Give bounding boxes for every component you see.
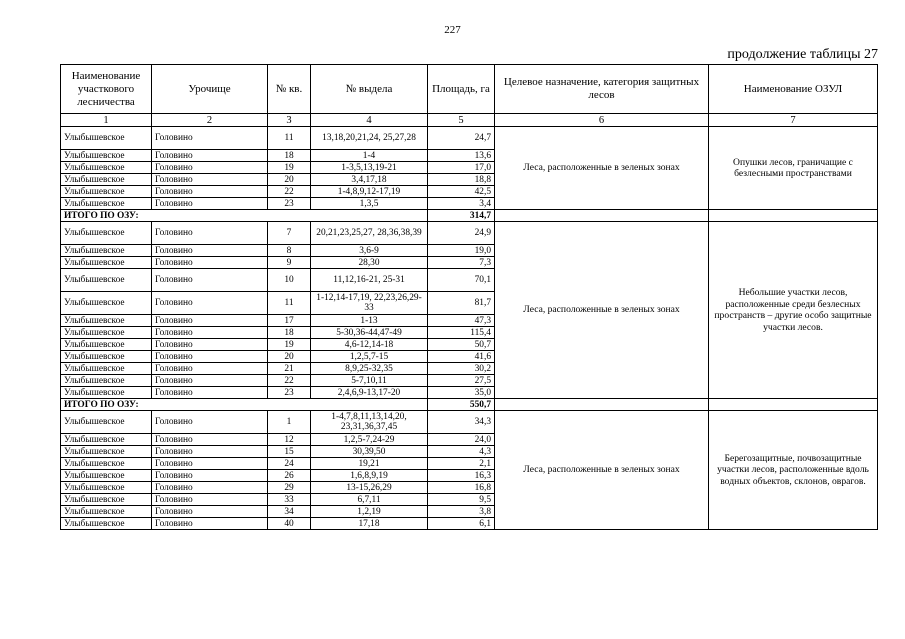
cell-tract: Головино xyxy=(152,434,268,446)
header-row xyxy=(61,65,878,114)
header-area: Площадь, га xyxy=(428,65,495,114)
cell-area: 47,3 xyxy=(428,315,495,327)
cell-area: 16,8 xyxy=(428,482,495,494)
cell-tract: Головино xyxy=(152,198,268,210)
cell-forestry: Улыбышевское xyxy=(61,506,152,518)
cell-allotment: 19,21 xyxy=(311,458,428,470)
cell-tract: Головино xyxy=(152,186,268,198)
header-forestry: Наименование участкового лесничества xyxy=(61,65,152,114)
total-label: ИТОГО ПО ОЗУ: xyxy=(61,210,428,222)
cell-area: 81,7 xyxy=(428,292,495,315)
cell-quarter: 23 xyxy=(268,198,311,210)
cell-quarter: 12 xyxy=(268,434,311,446)
cell-tract: Головино xyxy=(152,458,268,470)
cell-allotment: 11,12,16-21, 25-31 xyxy=(311,269,428,292)
cell-forestry: Улыбышевское xyxy=(61,375,152,387)
cell-allotment: 1,3,5 xyxy=(311,198,428,210)
cell-allotment: 1-3,5,13,19-21 xyxy=(311,162,428,174)
cell-allotment: 1-13 xyxy=(311,315,428,327)
cell-tract: Головино xyxy=(152,245,268,257)
cell-area: 34,3 xyxy=(428,411,495,434)
cell-area: 42,5 xyxy=(428,186,495,198)
cell-quarter: 18 xyxy=(268,327,311,339)
total-area: 550,7 xyxy=(428,399,495,411)
cell-tract: Головино xyxy=(152,494,268,506)
cell-tract: Головино xyxy=(152,375,268,387)
cell-quarter: 19 xyxy=(268,339,311,351)
cell-allotment: 28,30 xyxy=(311,257,428,269)
cell-forestry: Улыбышевское xyxy=(61,127,152,150)
cell-tract: Головино xyxy=(152,150,268,162)
cell-forestry: Улыбышевское xyxy=(61,387,152,399)
cell-allotment: 20,21,23,25,27, 28,36,38,39 xyxy=(311,222,428,245)
total-empty-cell xyxy=(709,210,878,222)
cell-allotment: 4,6-12,14-18 xyxy=(311,339,428,351)
cell-allotment: 1-4,8,9,12-17,19 xyxy=(311,186,428,198)
cell-tract: Головино xyxy=(152,315,268,327)
cell-allotment: 17,18 xyxy=(311,518,428,530)
cell-area: 7,3 xyxy=(428,257,495,269)
cell-tract: Головино xyxy=(152,327,268,339)
cell-area: 2,1 xyxy=(428,458,495,470)
cell-quarter: 24 xyxy=(268,458,311,470)
cell-forestry: Улыбышевское xyxy=(61,339,152,351)
cell-area: 50,7 xyxy=(428,339,495,351)
cell-quarter: 29 xyxy=(268,482,311,494)
cell-quarter: 40 xyxy=(268,518,311,530)
cell-tract: Головино xyxy=(152,162,268,174)
cell-quarter: 8 xyxy=(268,245,311,257)
table-row xyxy=(61,222,878,245)
cell-allotment: 8,9,25-32,35 xyxy=(311,363,428,375)
cell-tract: Головино xyxy=(152,411,268,434)
cell-allotment: 3,4,17,18 xyxy=(311,174,428,186)
cell-forestry: Улыбышевское xyxy=(61,351,152,363)
total-row xyxy=(61,399,878,411)
cell-quarter: 17 xyxy=(268,315,311,327)
cell-quarter: 22 xyxy=(268,186,311,198)
cell-tract: Головино xyxy=(152,127,268,150)
cell-quarter: 7 xyxy=(268,222,311,245)
cell-forestry: Улыбышевское xyxy=(61,470,152,482)
header-ozul: Наименование ОЗУЛ xyxy=(709,65,878,114)
cell-allotment: 1-4,7,8,11,13,14,20, 23,31,36,37,45 xyxy=(311,411,428,434)
cell-tract: Головино xyxy=(152,339,268,351)
table-continuation-caption: продолжение таблицы 27 xyxy=(727,47,878,62)
cell-quarter: 22 xyxy=(268,375,311,387)
cell-forestry: Улыбышевское xyxy=(61,458,152,470)
cell-tract: Головино xyxy=(152,518,268,530)
cell-quarter: 10 xyxy=(268,269,311,292)
cell-forestry: Улыбышевское xyxy=(61,411,152,434)
total-row xyxy=(61,210,878,222)
cell-allotment: 2,4,6,9-13,17-20 xyxy=(311,387,428,399)
cell-area: 18,8 xyxy=(428,174,495,186)
cell-quarter: 26 xyxy=(268,470,311,482)
cell-tract: Головино xyxy=(152,222,268,245)
header-purpose: Целевое назначение, категория защитных лесов xyxy=(495,65,709,114)
cell-allotment: 13,18,20,21,24, 25,27,28 xyxy=(311,127,428,150)
table-body xyxy=(61,127,878,530)
cell-tract: Головино xyxy=(152,387,268,399)
cell-forestry: Улыбышевское xyxy=(61,315,152,327)
cell-area: 6,1 xyxy=(428,518,495,530)
cell-tract: Головино xyxy=(152,446,268,458)
cell-purpose: Леса, расположенные в зеленых зонах xyxy=(495,222,709,399)
cell-forestry: Улыбышевское xyxy=(61,327,152,339)
cell-area: 19,0 xyxy=(428,245,495,257)
cell-allotment: 1-12,14-17,19, 22,23,26,29-33 xyxy=(311,292,428,315)
table-container xyxy=(60,64,877,530)
cell-forestry: Улыбышевское xyxy=(61,198,152,210)
cell-allotment: 1,2,5,7-15 xyxy=(311,351,428,363)
total-label: ИТОГО ПО ОЗУ: xyxy=(61,399,428,411)
cell-quarter: 23 xyxy=(268,387,311,399)
cell-quarter: 20 xyxy=(268,174,311,186)
cell-allotment: 3,6-9 xyxy=(311,245,428,257)
cell-area: 24,9 xyxy=(428,222,495,245)
cell-area: 30,2 xyxy=(428,363,495,375)
column-number: 7 xyxy=(709,114,878,127)
table-row xyxy=(61,127,878,150)
cell-forestry: Улыбышевское xyxy=(61,292,152,315)
cell-area: 24,0 xyxy=(428,434,495,446)
cell-allotment: 1,6,8,9,19 xyxy=(311,470,428,482)
cell-forestry: Улыбышевское xyxy=(61,162,152,174)
cell-forestry: Улыбышевское xyxy=(61,482,152,494)
column-number: 2 xyxy=(152,114,268,127)
cell-area: 70,1 xyxy=(428,269,495,292)
cell-quarter: 20 xyxy=(268,351,311,363)
total-empty-cell xyxy=(709,399,878,411)
cell-forestry: Улыбышевское xyxy=(61,363,152,375)
cell-tract: Головино xyxy=(152,174,268,186)
cell-allotment: 1,2,19 xyxy=(311,506,428,518)
cell-area: 4,3 xyxy=(428,446,495,458)
header-tract: Урочище xyxy=(152,65,268,114)
cell-quarter: 1 xyxy=(268,411,311,434)
page-number: 227 xyxy=(444,24,461,36)
cell-area: 3,4 xyxy=(428,198,495,210)
cell-purpose: Леса, расположенные в зеленых зонах xyxy=(495,411,709,530)
cell-forestry: Улыбышевское xyxy=(61,269,152,292)
cell-area: 27,5 xyxy=(428,375,495,387)
cell-ozul: Берегозащитные, почвозащитные участки лесов, расположенные вдоль водных объектов, склонов, оврагов. xyxy=(709,411,878,530)
cell-forestry: Улыбышевское xyxy=(61,174,152,186)
cell-tract: Головино xyxy=(152,363,268,375)
cell-quarter: 34 xyxy=(268,506,311,518)
cell-allotment: 1-4 xyxy=(311,150,428,162)
cell-forestry: Улыбышевское xyxy=(61,518,152,530)
cell-allotment: 13-15,26,29 xyxy=(311,482,428,494)
cell-allotment: 6,7,11 xyxy=(311,494,428,506)
cell-forestry: Улыбышевское xyxy=(61,186,152,198)
cell-tract: Головино xyxy=(152,470,268,482)
cell-tract: Головино xyxy=(152,257,268,269)
cell-forestry: Улыбышевское xyxy=(61,150,152,162)
ozu-table xyxy=(60,64,878,530)
cell-allotment: 5-7,10,11 xyxy=(311,375,428,387)
cell-forestry: Улыбышевское xyxy=(61,434,152,446)
cell-quarter: 19 xyxy=(268,162,311,174)
cell-purpose: Леса, расположенные в зеленых зонах xyxy=(495,127,709,210)
cell-ozul: Небольшие участки лесов, расположенные среди безлесных пространств – другие особо защитные участки лесов. xyxy=(709,222,878,399)
table-row xyxy=(61,411,878,434)
column-number-row xyxy=(61,114,878,127)
total-empty-cell xyxy=(495,210,709,222)
total-empty-cell xyxy=(495,399,709,411)
cell-tract: Головино xyxy=(152,269,268,292)
cell-quarter: 11 xyxy=(268,127,311,150)
column-number: 6 xyxy=(495,114,709,127)
cell-area: 9,5 xyxy=(428,494,495,506)
cell-forestry: Улыбышевское xyxy=(61,245,152,257)
column-number: 1 xyxy=(61,114,152,127)
cell-quarter: 33 xyxy=(268,494,311,506)
cell-quarter: 15 xyxy=(268,446,311,458)
cell-area: 3,8 xyxy=(428,506,495,518)
cell-quarter: 18 xyxy=(268,150,311,162)
cell-tract: Головино xyxy=(152,482,268,494)
column-number: 5 xyxy=(428,114,495,127)
cell-forestry: Улыбышевское xyxy=(61,494,152,506)
cell-tract: Головино xyxy=(152,292,268,315)
total-area: 314,7 xyxy=(428,210,495,222)
cell-quarter: 21 xyxy=(268,363,311,375)
cell-tract: Головино xyxy=(152,351,268,363)
cell-forestry: Улыбышевское xyxy=(61,222,152,245)
cell-ozul: Опушки лесов, граничащие с безлесными пространствами xyxy=(709,127,878,210)
column-number: 4 xyxy=(311,114,428,127)
cell-area: 35,0 xyxy=(428,387,495,399)
cell-forestry: Улыбышевское xyxy=(61,446,152,458)
cell-area: 41,6 xyxy=(428,351,495,363)
cell-area: 17,0 xyxy=(428,162,495,174)
cell-area: 115,4 xyxy=(428,327,495,339)
cell-forestry: Улыбышевское xyxy=(61,257,152,269)
column-number: 3 xyxy=(268,114,311,127)
cell-allotment: 5-30,36-44,47-49 xyxy=(311,327,428,339)
cell-quarter: 11 xyxy=(268,292,311,315)
cell-area: 16,3 xyxy=(428,470,495,482)
header-allotment: № выдела xyxy=(311,65,428,114)
cell-allotment: 30,39,50 xyxy=(311,446,428,458)
cell-quarter: 9 xyxy=(268,257,311,269)
cell-area: 13,6 xyxy=(428,150,495,162)
cell-area: 24,7 xyxy=(428,127,495,150)
header-quarter: № кв. xyxy=(268,65,311,114)
cell-allotment: 1,2,5-7,24-29 xyxy=(311,434,428,446)
cell-tract: Головино xyxy=(152,506,268,518)
